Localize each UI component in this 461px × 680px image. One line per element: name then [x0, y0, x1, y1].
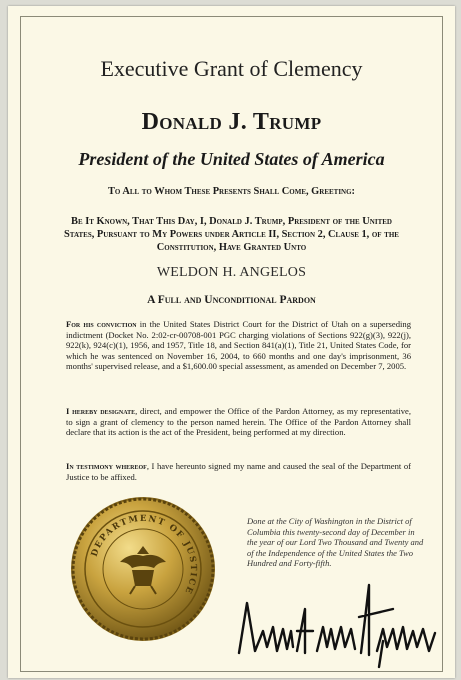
president-signature [233, 581, 443, 671]
greeting-line: To All to Whom These Presents Shall Come, Greeting: [107, 186, 356, 197]
president-office: President of the United States of America [78, 149, 385, 169]
paragraph-lead: I hereby designate [66, 406, 136, 416]
paragraph-lead: In testimony whereof [66, 461, 147, 471]
testimony-paragraph [66, 461, 411, 482]
designation-paragraph [66, 406, 411, 438]
conviction-paragraph [66, 319, 411, 372]
seal-text: DEPARTMENT OF JUSTICE [89, 513, 199, 597]
grant-type: A Full and Unconditional Pardon [147, 294, 316, 306]
clemency-document [8, 6, 455, 678]
document-title: Executive Grant of Clemency [100, 56, 363, 81]
paragraph-body: , direct, and empower the Office of the Pardon Attorney, as my representative, to sign a grant of clemency to the person named herein. The Office of the Pardon Attorney shall declare that its action is the act of the President, being performed at my direction. [66, 406, 411, 438]
paragraph-body: , I have hereunto signed my name and caused the seal of the Department of Justice to be affixed. [66, 461, 412, 482]
paragraph-lead: For his conviction [66, 319, 137, 329]
place-and-date: Done at the City of Washington in the District of Columbia this twenty-second day of December in the year of our Lord Two Thousand and Twenty and of the Independence of the United States the Two Hundred and Forty-fifth. [247, 516, 424, 569]
department-of-justice-seal [68, 494, 218, 644]
proclamation-text: Be It Known, That This Day, I, Donald J. Trump, President of the United States, Pursuant to My Powers under Article II, Section 2, Clause 1, of the Constitution, Have Granted Unto [64, 216, 399, 253]
president-name: Donald J. Trump [141, 109, 322, 135]
paragraph-body: in the United States District Court for the District of Utah on a superseding indictment (Docket No. 2:02-cr-00708-001 PGC charging violations of Sections 922(g)(3), 922(j), 922(k), 924(c)(1), 1956, and 1957, Title 18, and Section 841(a)(1), Title 21, United States Code, for which he was sentenced on November 16, 2004, to 660 months and one day's imprisonment, 36 months' supervised release, and a $1,600.00 special assessment, as amended on December 7, 2005. [66, 319, 411, 372]
grantee-name: WELDON H. ANGELOS [156, 265, 307, 280]
